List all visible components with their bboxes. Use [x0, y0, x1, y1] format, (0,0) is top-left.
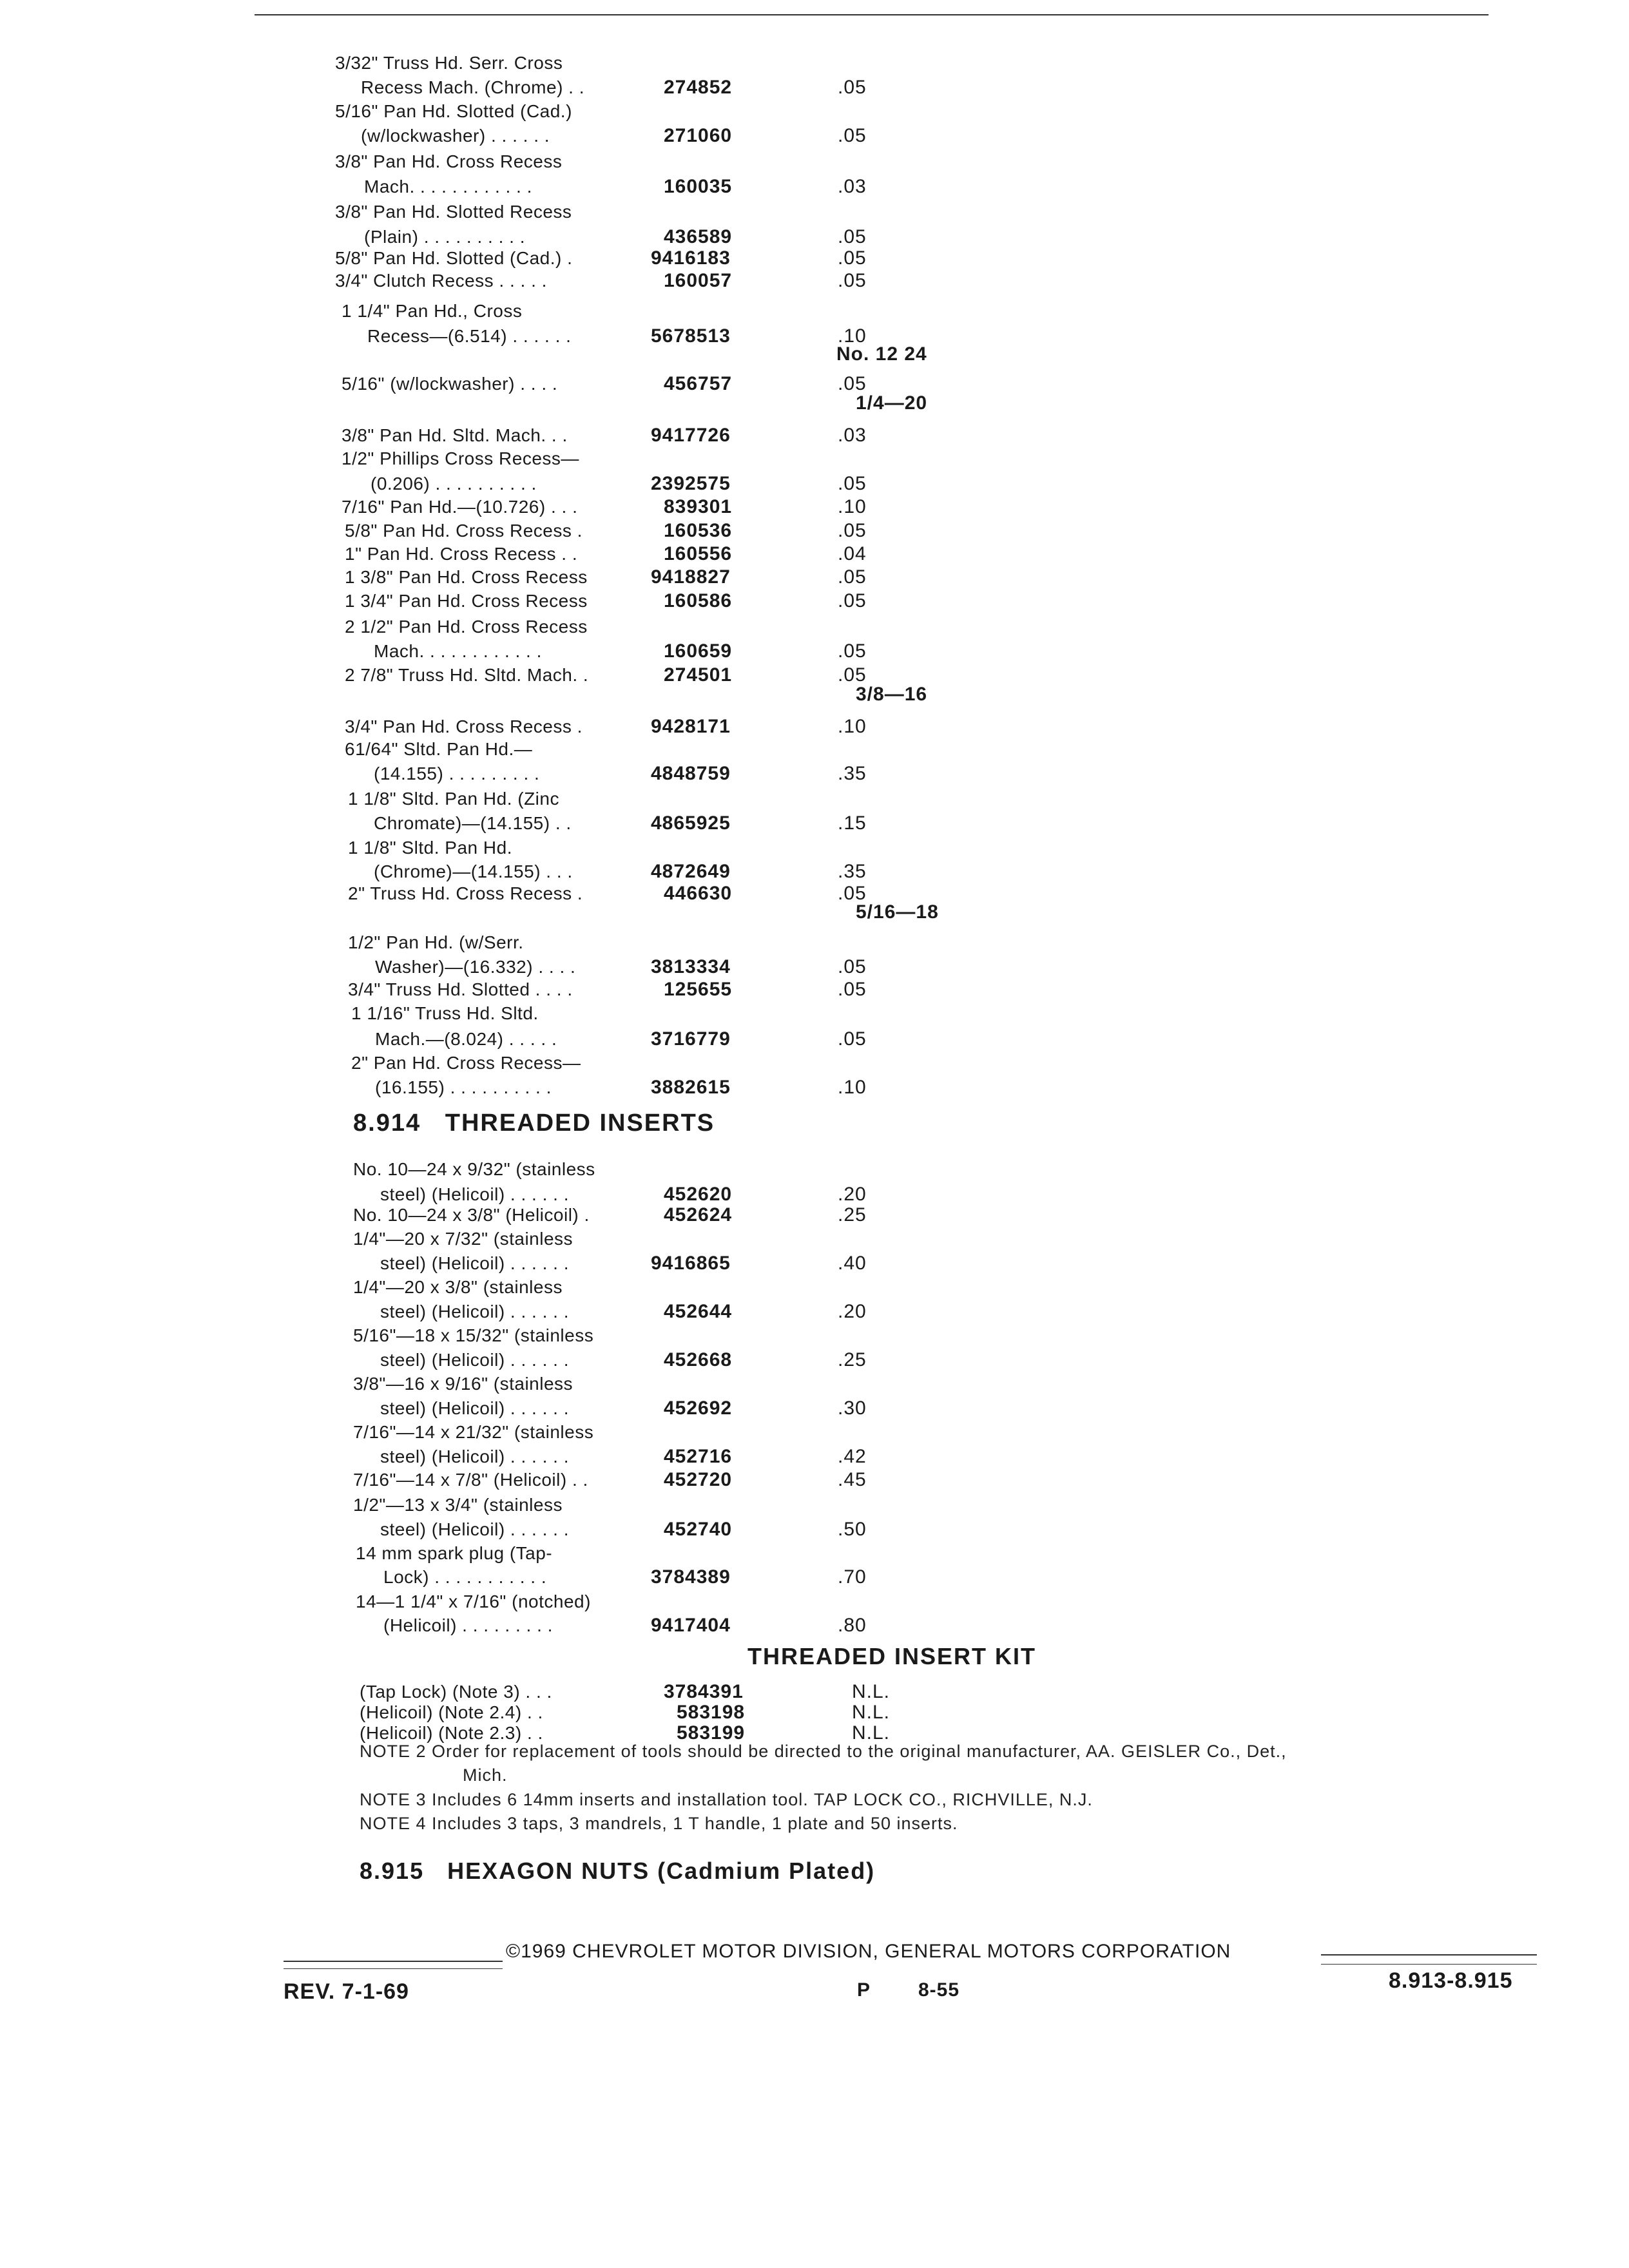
part-description: 1/4"—20 x 3/8" (stainless — [353, 1277, 563, 1297]
part-description: Chromate)—(14.155) . . — [374, 813, 572, 833]
part-row — [0, 836, 1629, 862]
part-number: 9417726 — [651, 425, 731, 446]
part-row — [0, 1252, 1629, 1278]
kit-part-number: 583199 — [677, 1722, 746, 1744]
part-price: .10 — [838, 716, 867, 737]
part-number: 456757 — [664, 373, 733, 394]
part-number: 436589 — [664, 226, 733, 247]
part-row — [0, 931, 1629, 957]
part-price: .15 — [838, 812, 867, 834]
part-price: .05 — [838, 77, 867, 98]
part-price: .05 — [838, 883, 867, 904]
kit-description: (Tap Lock) (Note 3) . . . — [360, 1682, 552, 1702]
part-number: 125655 — [664, 979, 733, 1000]
part-price: .03 — [838, 176, 867, 197]
kit-price: N.L. — [852, 1722, 891, 1744]
part-description: 5/16" (w/lockwasher) . . . . — [342, 374, 558, 394]
footer-rule-right-lower — [1321, 1964, 1537, 1965]
part-row — [0, 1518, 1629, 1544]
part-number: 452720 — [664, 1469, 733, 1490]
part-description: (16.155) . . . . . . . . . . — [375, 1077, 552, 1097]
part-row — [0, 1227, 1629, 1253]
part-number: 9428171 — [651, 716, 731, 737]
part-row — [0, 495, 1629, 521]
part-description: steel) (Helicoil) . . . . . . — [380, 1519, 569, 1539]
part-price: .05 — [838, 664, 867, 686]
part-description: steel) (Helicoil) . . . . . . — [380, 1350, 569, 1370]
part-price: .05 — [838, 590, 867, 611]
part-number: 452644 — [664, 1301, 733, 1322]
part-description: 1 1/8" Sltd. Pan Hd. — [348, 838, 512, 858]
part-row — [0, 1372, 1629, 1398]
part-description: 1" Pan Hd. Cross Recess . . — [345, 544, 578, 564]
part-row — [0, 52, 1629, 77]
note-2: NOTE 2 Order for replacement of tools should be directed to the original manufacturer, AA. GEISLER Co., Det., — [360, 1742, 1287, 1761]
part-description: 3/32" Truss Hd. Serr. Cross — [335, 53, 563, 73]
part-description: 2" Truss Hd. Cross Recess . — [348, 883, 583, 903]
part-price: .05 — [838, 566, 867, 588]
part-number: 160035 — [664, 176, 733, 197]
part-price: .05 — [838, 520, 867, 541]
part-description: steel) (Helicoil) . . . . . . — [380, 1446, 569, 1466]
part-number: 9418827 — [651, 566, 731, 588]
part-price: .05 — [838, 956, 867, 977]
part-price: .80 — [838, 1615, 867, 1636]
part-number: 452624 — [664, 1204, 733, 1225]
part-number: 446630 — [664, 883, 733, 904]
kit-price: N.L. — [852, 1681, 891, 1702]
kit-part-number: 3784391 — [664, 1681, 744, 1702]
part-price: .05 — [838, 226, 867, 247]
part-price: .05 — [838, 473, 867, 494]
thread-size-label: 5/16—18 — [856, 901, 939, 923]
part-description: 1 1/16" Truss Hd. Sltd. — [351, 1003, 539, 1023]
footer-rule-right — [1321, 1954, 1537, 1956]
part-row — [0, 615, 1629, 641]
part-description: 5/8" Pan Hd. Slotted (Cad.) . — [335, 248, 573, 268]
part-row — [0, 1300, 1629, 1326]
thread-size-label: No. 12 24 — [836, 343, 927, 365]
part-price: .30 — [838, 1398, 867, 1419]
part-price: .10 — [838, 1077, 867, 1098]
part-number: 4872649 — [651, 861, 731, 882]
part-row — [0, 392, 1629, 418]
part-description: 5/16" Pan Hd. Slotted (Cad.) — [335, 101, 572, 121]
footer-rule-left — [284, 1961, 503, 1962]
part-number: 452668 — [664, 1349, 733, 1370]
part-description: 1 3/8" Pan Hd. Cross Recess — [345, 567, 588, 587]
part-price: .05 — [838, 270, 867, 291]
kit-description: (Helicoil) (Note 2.3) . . — [360, 1723, 543, 1743]
part-description: Recess—(6.514) . . . . . . — [367, 326, 572, 346]
note-4: NOTE 4 Includes 3 taps, 3 mandrels, 1 T handle, 1 plate and 50 inserts. — [360, 1814, 958, 1833]
part-number: 160556 — [664, 543, 733, 564]
part-price: .25 — [838, 1349, 867, 1370]
part-description: 7/16" Pan Hd.—(10.726) . . . — [342, 497, 578, 517]
part-description: No. 10—24 x 3/8" (Helicoil) . — [353, 1205, 590, 1225]
part-row — [0, 175, 1629, 201]
part-row — [0, 247, 1629, 273]
part-description: 7/16"—14 x 21/32" (stainless — [353, 1422, 594, 1442]
part-number: 452740 — [664, 1519, 733, 1540]
section-number: 8.914 — [353, 1110, 421, 1137]
part-description: 3/4" Truss Hd. Slotted . . . . — [348, 979, 573, 999]
part-description: 1 1/8" Sltd. Pan Hd. (Zinc — [348, 789, 559, 809]
part-description: steel) (Helicoil) . . . . . . — [380, 1184, 569, 1204]
part-number: 3716779 — [651, 1028, 731, 1050]
section-title: HEXAGON NUTS (Cadmium Plated) — [447, 1858, 876, 1884]
part-price: .20 — [838, 1184, 867, 1205]
part-description: steel) (Helicoil) . . . . . . — [380, 1253, 569, 1273]
part-row — [0, 1566, 1629, 1591]
part-description: (Helicoil) . . . . . . . . . — [383, 1615, 553, 1635]
part-number: 3784389 — [651, 1566, 731, 1588]
part-number: 274852 — [664, 77, 733, 98]
part-number: 452692 — [664, 1398, 733, 1419]
revision-date: REV. 7-1-69 — [284, 1979, 409, 2004]
part-row — [0, 640, 1629, 666]
part-description: 5/16"—18 x 15/32" (stainless — [353, 1325, 594, 1345]
thread-size-label: 1/4—20 — [856, 392, 928, 414]
part-number: 160057 — [664, 270, 733, 291]
part-description: 1/2" Pan Hd. (w/Serr. — [348, 932, 524, 952]
part-row — [0, 269, 1629, 295]
part-description: 3/4" Clutch Recess . . . . . — [335, 271, 547, 291]
section-title: THREADED INSERTS — [445, 1110, 715, 1137]
part-number: 452620 — [664, 1184, 733, 1205]
part-price: .03 — [838, 425, 867, 446]
part-description: No. 10—24 x 9/32" (stainless — [353, 1159, 595, 1179]
part-row — [0, 343, 1629, 369]
section-heading-8914 — [353, 1110, 715, 1137]
page-prefix: P — [857, 1979, 871, 2001]
part-row — [0, 1590, 1629, 1616]
part-price: .40 — [838, 1253, 867, 1274]
part-description: 1/4"—20 x 7/32" (stainless — [353, 1229, 574, 1249]
kit-description: (Helicoil) (Note 2.4) . . — [360, 1702, 543, 1722]
part-number: 271060 — [664, 125, 733, 146]
part-description: 5/8" Pan Hd. Cross Recess . — [345, 521, 583, 541]
part-description: 1/2" Phillips Cross Recess— — [342, 448, 579, 468]
part-description: Mach. . . . . . . . . . . . — [364, 177, 532, 197]
part-description: 3/8"—16 x 9/16" (stainless — [353, 1374, 574, 1394]
part-row — [0, 1276, 1629, 1302]
part-row — [0, 1468, 1629, 1494]
part-price: .50 — [838, 1519, 867, 1540]
part-number: 9416183 — [651, 247, 731, 269]
part-description: (14.155) . . . . . . . . . — [374, 764, 540, 783]
part-row — [0, 124, 1629, 150]
part-row — [0, 100, 1629, 126]
part-number: 9416865 — [651, 1253, 731, 1274]
part-number: 4848759 — [651, 763, 731, 784]
part-number: 3882615 — [651, 1077, 731, 1098]
part-number: 9417404 — [651, 1615, 731, 1636]
part-price: .05 — [838, 979, 867, 1000]
part-description: 1 1/4" Pan Hd., Cross — [342, 301, 523, 321]
part-row — [0, 978, 1629, 1004]
part-row — [0, 150, 1629, 176]
part-row — [0, 424, 1629, 450]
part-row — [0, 1494, 1629, 1519]
part-row — [0, 1542, 1629, 1568]
part-number: 5678513 — [651, 325, 731, 347]
part-description: 3/8" Pan Hd. Sltd. Mach. . . — [342, 425, 568, 445]
part-row — [0, 519, 1629, 545]
part-price: .42 — [838, 1446, 867, 1467]
part-row — [0, 715, 1629, 741]
part-description: 2 1/2" Pan Hd. Cross Recess — [345, 617, 588, 637]
part-description: 61/64" Sltd. Pan Hd.— — [345, 739, 533, 759]
part-row — [0, 1076, 1629, 1102]
part-number: 274501 — [664, 664, 733, 686]
part-description: 3/8" Pan Hd. Slotted Recess — [335, 202, 572, 222]
part-row — [0, 956, 1629, 981]
part-price: .20 — [838, 1301, 867, 1322]
part-number: 3813334 — [651, 956, 731, 977]
part-price: .35 — [838, 861, 867, 882]
copyright-line: ©1969 CHEVROLET MOTOR DIVISION, GENERAL MOTORS CORPORATION — [506, 1941, 1231, 1962]
part-description: Mach.—(8.024) . . . . . — [375, 1029, 557, 1049]
part-row — [0, 1445, 1629, 1471]
part-description: 2 7/8" Truss Hd. Sltd. Mach. . — [345, 665, 589, 685]
part-description: 1 3/4" Pan Hd. Cross Recess — [345, 591, 588, 611]
part-description: Mach. . . . . . . . . . . . — [374, 641, 542, 661]
part-price: .10 — [838, 325, 867, 347]
part-row — [0, 447, 1629, 473]
part-row — [0, 1324, 1629, 1350]
part-price: .45 — [838, 1469, 867, 1490]
part-row — [0, 1397, 1629, 1423]
part-row — [0, 787, 1629, 813]
part-number: 839301 — [664, 496, 733, 517]
kit-part-number: 583198 — [677, 1702, 746, 1723]
part-row — [0, 683, 1629, 709]
page-number: 8-55 — [918, 1979, 960, 2001]
kit-price: N.L. — [852, 1702, 891, 1723]
part-row — [0, 472, 1629, 498]
part-row — [0, 1158, 1629, 1184]
part-row — [0, 1028, 1629, 1053]
part-row — [0, 738, 1629, 764]
part-number: 160586 — [664, 590, 733, 611]
part-description: 14—1 1/4" x 7/16" (notched) — [356, 1591, 591, 1611]
part-price: .04 — [838, 543, 867, 564]
part-description: 7/16"—14 x 7/8" (Helicoil) . . — [353, 1470, 588, 1490]
part-price: .05 — [838, 247, 867, 269]
part-description: (0.206) . . . . . . . . . . — [371, 474, 537, 494]
footer-rule-left-lower — [284, 1968, 503, 1969]
part-row — [0, 1349, 1629, 1374]
part-description: (Plain) . . . . . . . . . . — [364, 227, 525, 247]
note-2-continued: Mich. — [463, 1765, 508, 1785]
thread-size-label: 3/8—16 — [856, 684, 928, 705]
part-price: .25 — [838, 1204, 867, 1225]
kit-heading: THREADED INSERT KIT — [747, 1643, 1037, 1669]
part-row — [0, 543, 1629, 568]
part-description: (Chrome)—(14.155) . . . — [374, 861, 573, 881]
part-row — [0, 566, 1629, 591]
part-row — [0, 1421, 1629, 1446]
part-price: .05 — [838, 640, 867, 662]
note-3: NOTE 3 Includes 6 14mm inserts and installation tool. TAP LOCK CO., RICHVILLE, N.J. — [360, 1790, 1093, 1809]
section-number: 8.915 — [360, 1858, 425, 1884]
part-description: 2" Pan Hd. Cross Recess— — [351, 1053, 581, 1073]
part-row — [0, 200, 1629, 226]
part-number: 160536 — [664, 520, 733, 541]
part-number: 2392575 — [651, 473, 731, 494]
section-range: 8.913-8.915 — [1389, 1968, 1513, 1993]
part-number: 4865925 — [651, 812, 731, 834]
part-description: 3/8" Pan Hd. Cross Recess — [335, 151, 563, 171]
part-row — [0, 1614, 1629, 1640]
part-row — [0, 1204, 1629, 1229]
part-row — [0, 300, 1629, 325]
part-row — [0, 590, 1629, 615]
part-description: Recess Mach. (Chrome) . . — [361, 77, 585, 97]
part-row — [0, 1002, 1629, 1028]
part-row — [0, 812, 1629, 838]
part-price: .35 — [838, 763, 867, 784]
part-row — [0, 76, 1629, 102]
part-number: 160659 — [664, 640, 733, 662]
part-row — [0, 762, 1629, 788]
part-description: 14 mm spark plug (Tap- — [356, 1543, 553, 1563]
part-price: .05 — [838, 373, 867, 394]
part-price: .70 — [838, 1566, 867, 1588]
section-heading-8915 — [360, 1858, 875, 1885]
part-price: .05 — [838, 1028, 867, 1050]
part-description: 1/2"—13 x 3/4" (stainless — [353, 1495, 563, 1515]
part-number: 452716 — [664, 1446, 733, 1467]
part-description: steel) (Helicoil) . . . . . . — [380, 1302, 569, 1321]
part-row — [0, 1052, 1629, 1077]
part-description: Lock) . . . . . . . . . . . — [383, 1567, 547, 1587]
part-description: (w/lockwasher) . . . . . . — [361, 126, 550, 146]
part-price: .05 — [838, 125, 867, 146]
part-price: .10 — [838, 496, 867, 517]
part-description: steel) (Helicoil) . . . . . . — [380, 1398, 569, 1418]
part-row — [0, 901, 1629, 927]
part-description: Washer)—(16.332) . . . . — [375, 957, 576, 977]
part-description: 3/4" Pan Hd. Cross Recess . — [345, 716, 583, 736]
